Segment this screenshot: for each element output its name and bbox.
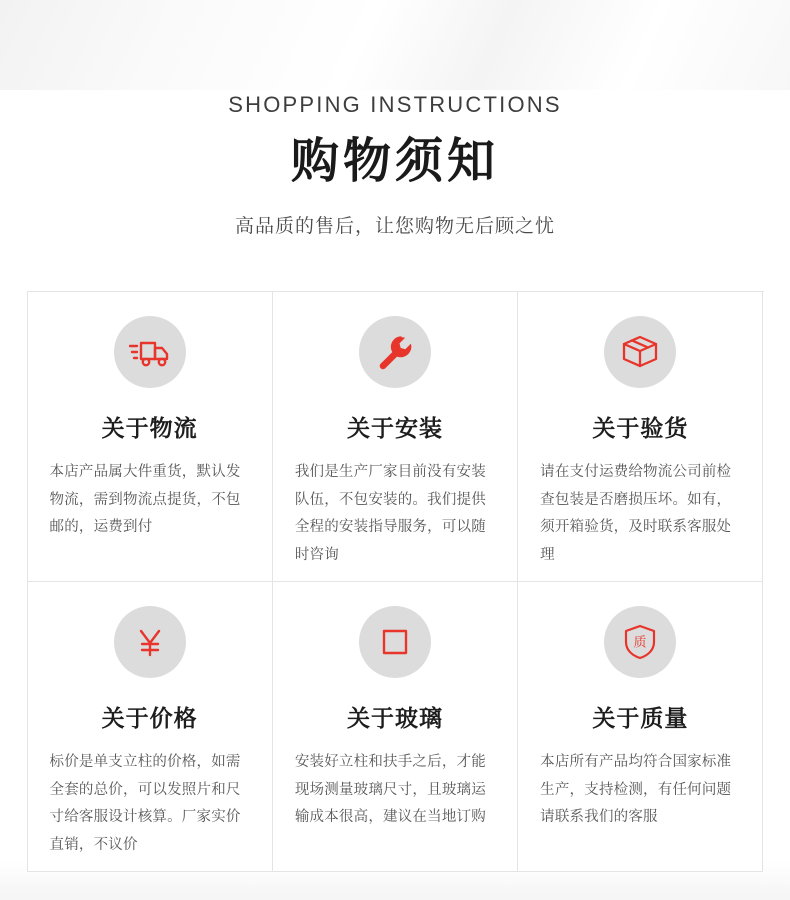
wrench-icon [376, 333, 414, 371]
svg-text:质: 质 [633, 634, 647, 650]
card-description: 安装好立柱和扶手之后，才能现场测量玻璃尺寸，且玻璃运输成本很高，建议在当地订购 [294, 753, 486, 826]
card-title: 关于验货 [592, 414, 689, 441]
instruction-card-installation [273, 292, 518, 582]
page-eyebrow: SHOPPING INSTRUCTIONS [228, 92, 562, 117]
instruction-card-logistics [28, 292, 273, 582]
icon-background-circle [359, 606, 431, 678]
card-description: 请在支付运费给物流公司前检查包装是否磨损压坏。如有，须开箱验货，及时联系客服处理 [540, 463, 732, 564]
card-description: 我们是生产厂家目前没有安装队伍，不包安装的。我们提供全程的安装指导服务，可以随时咨询 [294, 463, 486, 564]
instruction-card-price [28, 582, 273, 872]
card-title: 关于价格 [101, 704, 198, 731]
page-subtitle: 高品质的售后，让您购物无后顾之忧 [234, 215, 555, 237]
card-title: 关于安装 [346, 414, 443, 441]
card-description: 本店产品属大件重货，默认发物流，需到物流点提货，不包邮的，运费到付 [49, 463, 241, 536]
card-description: 标价是单支立柱的价格，如需全套的总价，可以发照片和尺寸给客服设计核算。厂家实价直销，不议价 [49, 753, 241, 854]
glass-square-icon [378, 625, 412, 659]
icon-background-circle [114, 316, 186, 388]
card-title: 关于物流 [101, 414, 198, 441]
icon-background-circle [604, 316, 676, 388]
icon-background-circle [114, 606, 186, 678]
icon-background-circle [359, 316, 431, 388]
card-title: 关于质量 [592, 704, 689, 731]
page-title: 购物须知 [290, 135, 499, 188]
quality-shield-icon [622, 623, 658, 661]
page-header [0, 0, 790, 238]
icon-background-circle [604, 606, 676, 678]
instruction-card-grid [27, 291, 764, 872]
card-title: 关于玻璃 [346, 704, 443, 731]
package-box-icon [620, 333, 660, 371]
card-description: 本店所有产品均符合国家标准生产，支持检测，有任何问题请联系我们的客服 [540, 753, 732, 826]
yuan-currency-icon [133, 625, 167, 659]
instruction-card-glass [273, 582, 518, 872]
delivery-truck-icon [129, 335, 171, 369]
instruction-card-inspection [518, 292, 763, 582]
instruction-card-quality [518, 582, 763, 872]
